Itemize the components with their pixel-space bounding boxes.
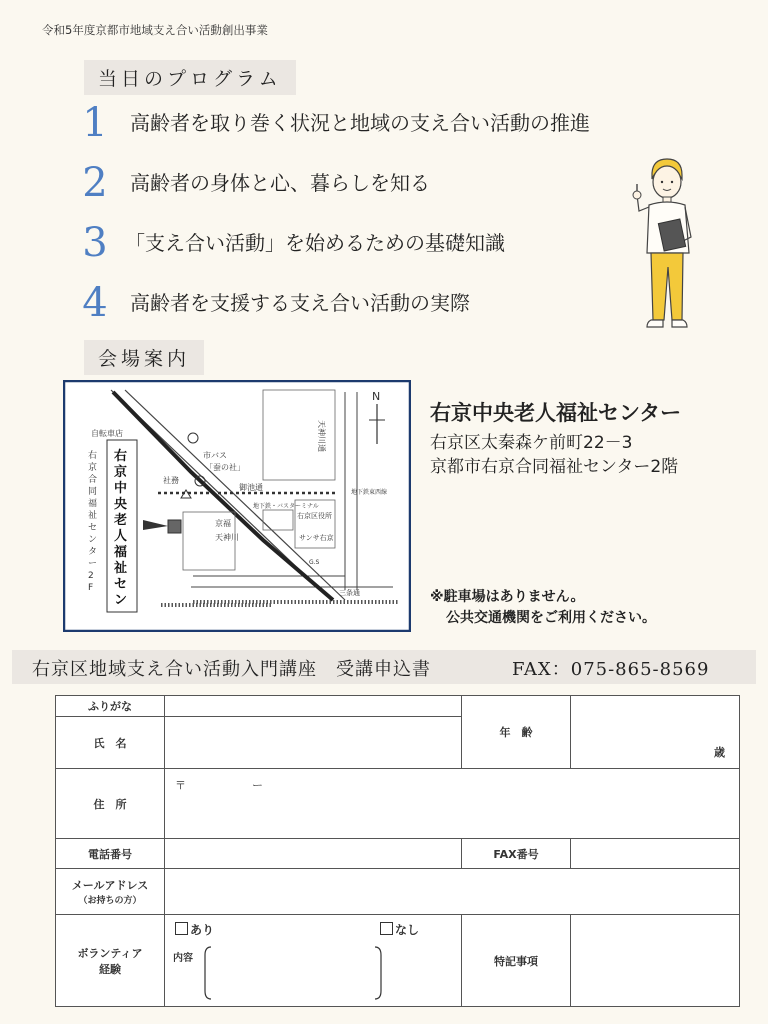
notes-label: 特記事項 [462,915,571,1007]
no-option[interactable] [380,921,419,938]
svg-text:セ: セ [114,577,128,592]
venue-address-1: 右京区太秦森ケ前町22－3 [430,433,633,453]
map-label-oike: 御池通 [239,483,263,492]
furigana-field[interactable] [165,696,462,717]
svg-text:右: 右 [114,449,128,464]
fax-label: FAX番号 [462,839,571,869]
map-label-bus-stop: 「蚕の社」 [205,463,245,472]
email-field[interactable] [165,869,740,915]
furigana-label: ふりがな [56,696,165,717]
years-unit: 歳 [714,746,725,759]
svg-text:人: 人 [114,529,128,544]
svg-text:セ: セ [88,523,98,533]
program-text-4: 高齢者を支援する支え合い活動の実際 [130,291,470,315]
parking-notice: ※駐車場はありません。 [430,589,585,605]
program-text-3: 「支え合い活動」を始めるための基礎知識 [125,231,505,255]
yes-option[interactable] [175,921,214,938]
svg-text:福: 福 [88,499,98,509]
age-label: 年 齢 [462,696,571,769]
svg-text:中: 中 [114,481,128,496]
program-section-title: 当日のプログラム [84,60,296,95]
venue-address-2: 京都市右京合同福祉センター2階 [430,457,679,477]
name-label: 氏 名 [56,717,165,769]
notes-field[interactable] [571,915,740,1007]
svg-text:F: F [88,583,94,593]
volunteer-label [56,915,165,1007]
yes-label: あり [190,923,215,937]
svg-text:祉: 祉 [88,511,98,521]
program-number-2: 2 [82,160,108,206]
map-label-subway-exit: 地下鉄・バスターミナル [253,503,319,510]
svg-text:右: 右 [88,451,98,461]
map-label-sanjo: 三条通 [339,589,360,597]
svg-text:タ: タ [88,547,98,557]
svg-text:京: 京 [88,463,98,473]
svg-text:京: 京 [114,465,128,480]
email-note: （お持ちの方） [78,896,142,906]
application-fax: FAX：075-865-8569 [512,659,710,680]
application-title: 右京区地域支え合い活動入門講座 受講申込書 [32,659,431,680]
map-label-tenjingawa-st: 天神川 [215,533,239,542]
postal-mark: 〒 ー [175,779,263,792]
presenter-illustration [625,155,705,340]
map-label-sanza: サンサ右京 [299,534,334,542]
program-text-2: 高齢者の身体と心、暮らしを知る [130,171,430,195]
map-label-gs: G.S [309,559,320,566]
map-label-ward-office: 右京区役所 [297,512,332,520]
map-label-bus: 市バス [203,451,227,460]
age-field[interactable] [571,696,740,769]
map-label-tenjingawa-road: 天神川通 [317,420,326,452]
program-text-1: 高齢者を取り巻く状況と地域の支え合い活動の推進 [130,111,590,135]
venue-section-title: 会場案内 [84,340,204,375]
transit-notice: 公共交通機関をご利用ください。 [446,610,656,626]
svg-text:福: 福 [114,545,128,560]
application-header [12,650,756,684]
yes-checkbox-icon[interactable] [175,922,188,935]
svg-text:同: 同 [88,487,98,497]
map-label-keifuku: 京福 [215,519,231,528]
program-number-3: 3 [82,220,108,266]
svg-text:2: 2 [88,571,94,581]
phone-field[interactable] [165,839,462,869]
svg-text:ン: ン [88,535,98,545]
map-north-label: N [372,390,381,403]
no-checkbox-icon[interactable] [380,922,393,935]
venue-map [63,380,411,632]
email-label [56,869,165,915]
svg-text:ン: ン [114,593,128,608]
map-label-shrine: 社務 [163,476,179,485]
project-header: 令和5年度京都市地域支え合い活動創出事業 [42,23,268,37]
fax-field[interactable] [571,839,740,869]
no-label: なし [395,923,420,937]
volunteer-field [165,915,462,1007]
volunteer-label-2: 経験 [99,962,121,976]
map-label-bike: 自転車店 [91,429,123,438]
svg-text:央: 央 [114,497,128,512]
content-label: 内容 [173,953,193,964]
program-number-1: 1 [82,100,108,146]
name-field[interactable] [165,717,462,769]
svg-text:合: 合 [88,475,98,485]
svg-text:ー: ー [88,559,98,569]
content-bracket-icon [201,945,385,1001]
volunteer-label-1: ボランティア [77,946,143,960]
phone-label: 電話番号 [56,839,165,869]
address-label: 住 所 [56,769,165,839]
address-field[interactable] [165,769,740,839]
svg-text:老: 老 [114,513,128,528]
svg-text:祉: 祉 [114,561,128,576]
email-label-text: メールアドレス [71,879,149,892]
application-form [55,695,740,1007]
venue-name: 右京中央老人福祉センター [430,401,682,425]
map-label-subway: 地下鉄東西線 [351,489,388,496]
program-number-4: 4 [82,280,108,326]
